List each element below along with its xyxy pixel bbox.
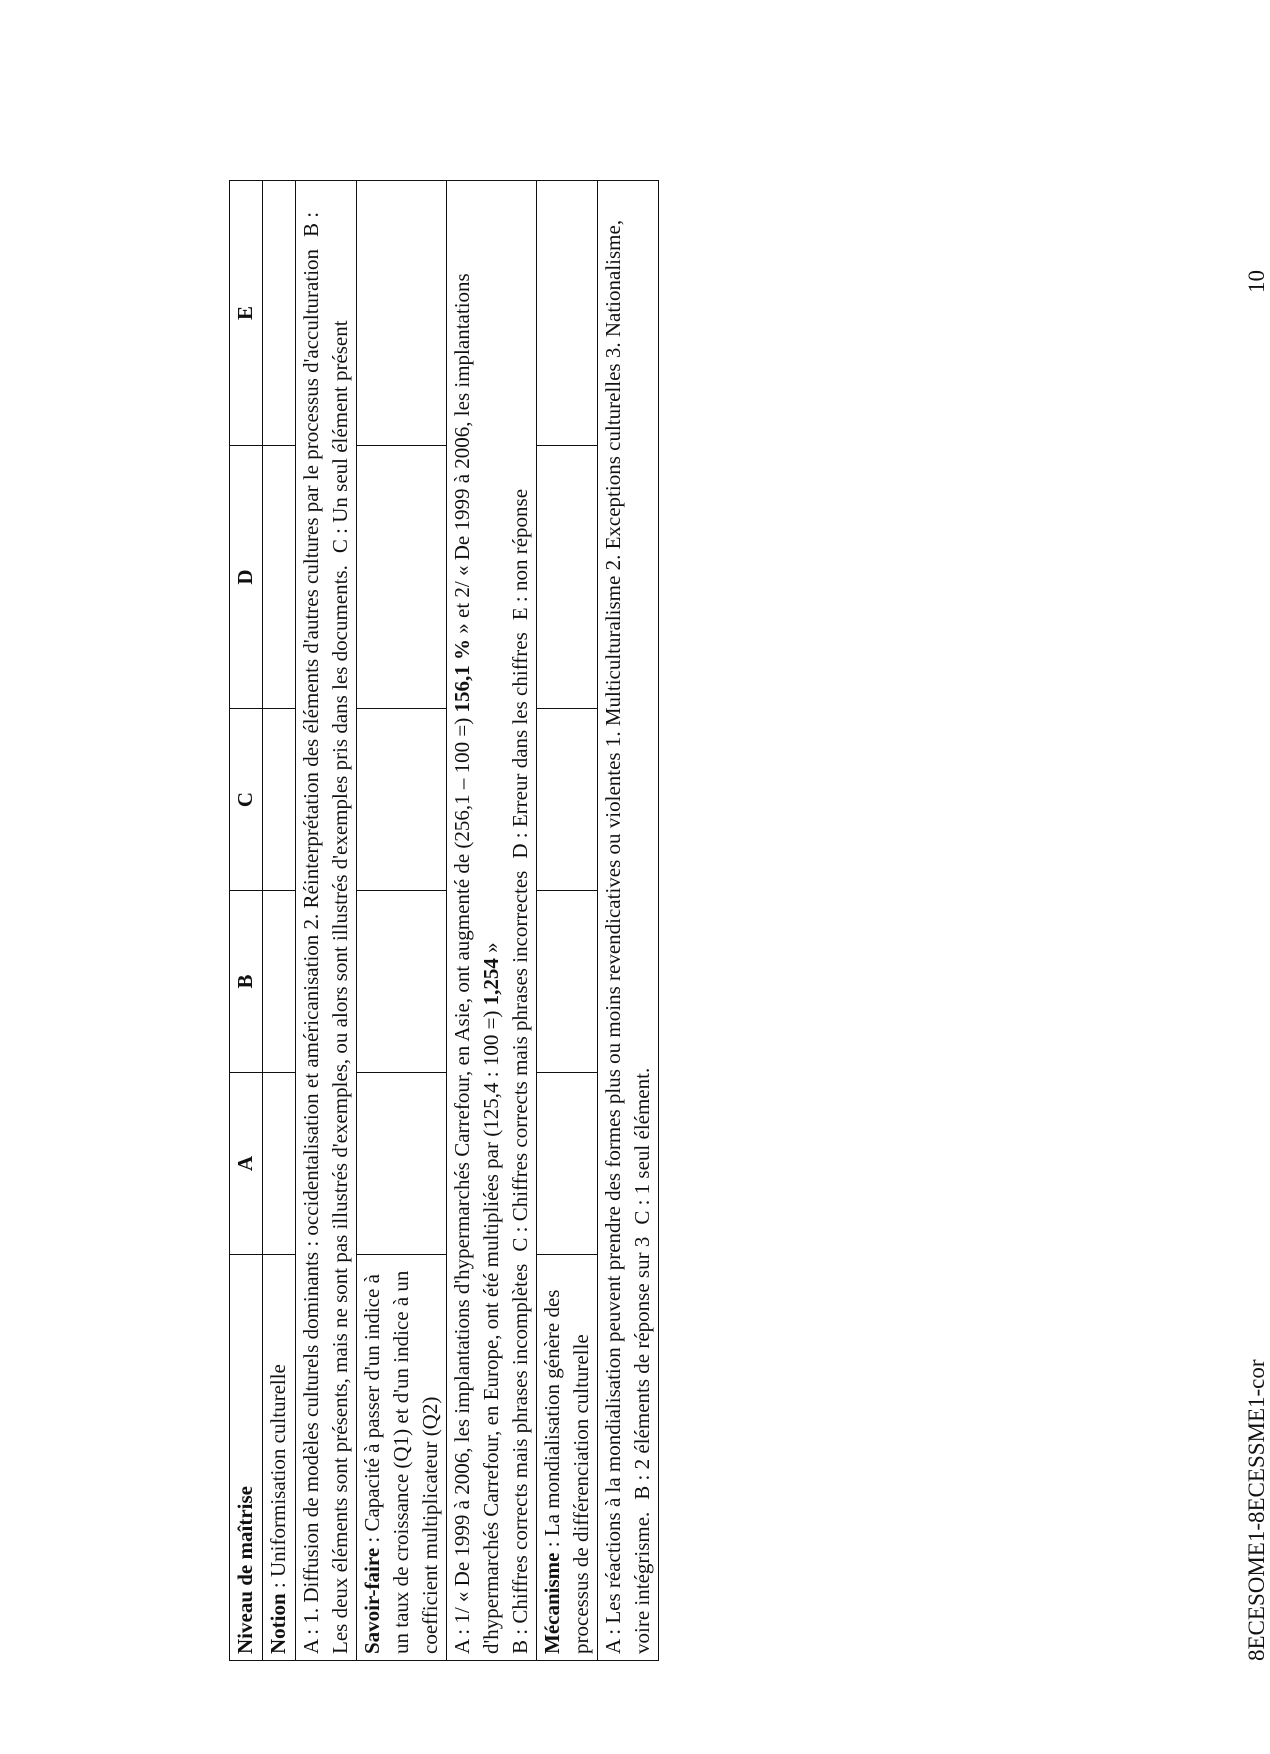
savoir-cell: Savoir-faire : Capacité à passer d'un indice à un taux de croissance (Q1) et d'un indice à un coefficient multiplicateur (Q2) — [357, 1255, 447, 1661]
header-row — [230, 181, 263, 1661]
header-b: B — [230, 891, 263, 1073]
savoir-row — [357, 181, 447, 1661]
header-niveau: Niveau de maîtrise — [230, 1255, 263, 1661]
header-e: E — [230, 181, 263, 446]
rotated-page — [229, 181, 1269, 1661]
notion-row — [263, 181, 296, 1661]
mecanisme-row — [537, 181, 598, 1661]
header-a: A — [230, 1073, 263, 1255]
header-c: C — [230, 709, 263, 891]
notion-answer-cell: A : 1. Diffusion de modèles culturels dominants : occidentalisation et américanisation 2. Réinterprétation des éléments d'autres cultures par le processus d'acculturationB : Les deux éléments sont présents, mais ne sont pas illustrés d'exemples, ou alors sont illustrés d'exemples pris dans les documents.C : Un seul élément présent — [296, 181, 357, 1661]
document-code: 8ECESOME1-8ECESSME1-cor — [1244, 1359, 1269, 1661]
page-number: 10 — [1244, 270, 1269, 293]
notion-cell: Notion : Uniformisation culturelle — [263, 1255, 296, 1661]
savoir-answer-row — [447, 181, 537, 1661]
mecanisme-cell: Mécanisme : La mondialisation génère des processus de différenciation culturelle — [537, 1255, 598, 1661]
savoir-answer-cell: A : 1/ « De 1999 à 2006, les implantations d'hypermarchés Carrefour, en Asie, ont augmenté de (256,1 – 100 =) 156,1 % » et 2/ « De 1999 à 2006, les implantations d'hypermarchés Carrefour, en Europe, ont été multipliées par (125,4 : 100 =) 1,254 » B : Chiffres corrects mais phrases incomplètesC : Chiffres corrects mais phrases incorrectesD : Erreur dans les chiffresE : non réponse — [447, 181, 537, 1661]
mecanisme-answer-cell: A : Les réactions à la mondialisation peuvent prendre des formes plus ou moins revendicatives ou violentes 1. Multiculturalisme 2. Exceptions culturelles 3. Nationalisme, voire intégrisme.B : 2 éléments de réponse sur 3C : 1 seul élément. — [598, 181, 659, 1661]
mecanisme-answer-row — [598, 181, 659, 1661]
grading-table — [229, 180, 659, 1661]
notion-answer-row — [296, 181, 357, 1661]
header-d: D — [230, 446, 263, 709]
